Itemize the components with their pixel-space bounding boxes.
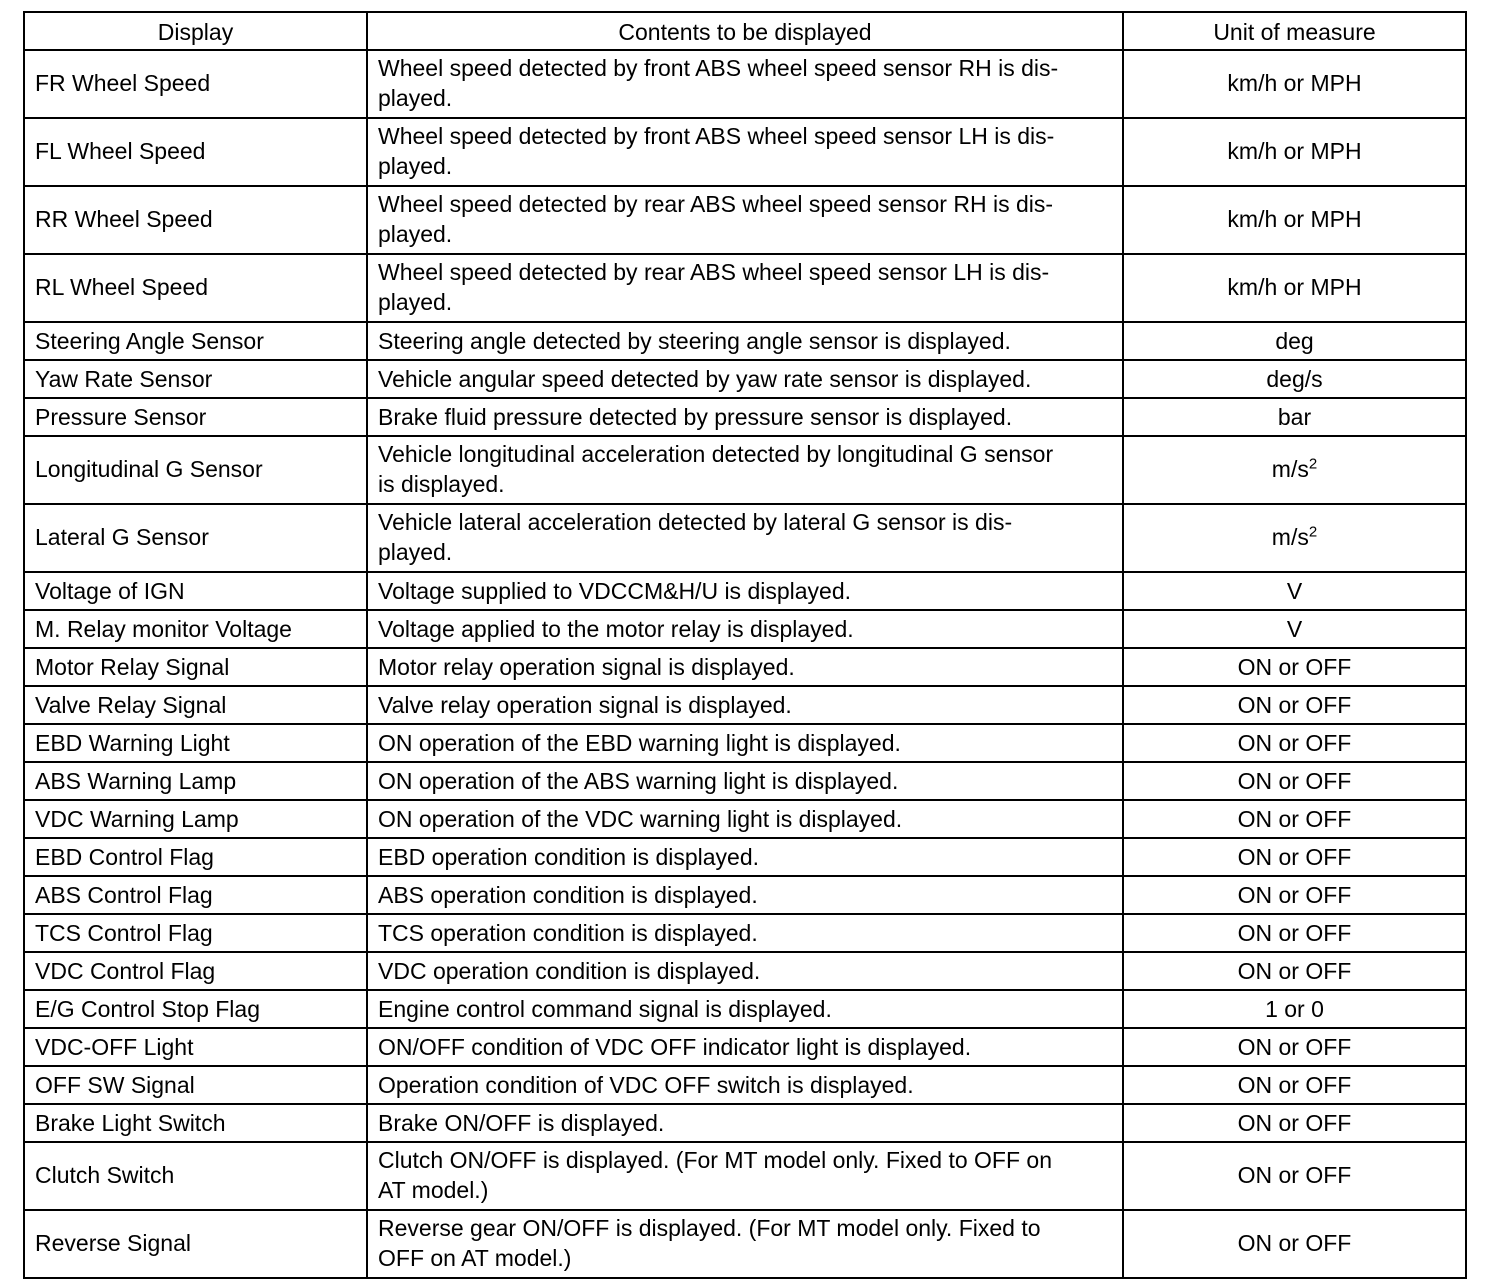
unit-base: m/s xyxy=(1271,456,1309,482)
contents-cell: ABS operation condition is displayed. xyxy=(367,876,1123,914)
display-cell: ABS Control Flag xyxy=(24,876,367,914)
unit-cell: ON or OFF xyxy=(1123,1066,1466,1104)
display-cell: Lateral G Sensor xyxy=(24,504,367,572)
table-row xyxy=(24,436,1466,504)
unit-cell: km/h or MPH xyxy=(1123,186,1466,254)
unit-cell: 1 or 0 xyxy=(1123,990,1466,1028)
unit-exponent: 2 xyxy=(1308,455,1318,473)
display-cell: TCS Control Flag xyxy=(24,914,367,952)
table-row xyxy=(24,762,1466,800)
display-cell: VDC-OFF Light xyxy=(24,1028,367,1066)
table-row xyxy=(24,398,1466,436)
contents-line-1: Wheel speed detected by front ABS wheel speed sensor RH is dis- xyxy=(378,55,1059,81)
table-row xyxy=(24,990,1466,1028)
unit-cell: ON or OFF xyxy=(1123,648,1466,686)
table-row xyxy=(24,876,1466,914)
table-row xyxy=(24,254,1466,322)
contents-line-2: is displayed. xyxy=(378,471,505,497)
table-row xyxy=(24,838,1466,876)
contents-cell: EBD operation condition is displayed. xyxy=(367,838,1123,876)
display-cell: FL Wheel Speed xyxy=(24,118,367,186)
data-monitor-table-container xyxy=(23,11,1465,1279)
contents-cell: Motor relay operation signal is displayed. xyxy=(367,648,1123,686)
unit-cell: V xyxy=(1123,572,1466,610)
table-row xyxy=(24,648,1466,686)
display-cell: EBD Control Flag xyxy=(24,838,367,876)
unit-base: m/s xyxy=(1271,524,1309,550)
table-row xyxy=(24,610,1466,648)
contents-line-1: Vehicle lateral acceleration detected by lateral G sensor is dis- xyxy=(378,509,1013,535)
unit-cell: km/h or MPH xyxy=(1123,50,1466,118)
unit-cell: ON or OFF xyxy=(1123,686,1466,724)
display-cell: Clutch Switch xyxy=(24,1142,367,1210)
contents-cell: ON/OFF condition of VDC OFF indicator light is displayed. xyxy=(367,1028,1123,1066)
display-cell: Valve Relay Signal xyxy=(24,686,367,724)
unit-cell: ON or OFF xyxy=(1123,762,1466,800)
unit-cell: ON or OFF xyxy=(1123,724,1466,762)
data-monitor-table xyxy=(23,11,1467,1279)
display-cell: VDC Warning Lamp xyxy=(24,800,367,838)
unit-cell: ON or OFF xyxy=(1123,1210,1466,1278)
contents-cell xyxy=(367,1210,1123,1278)
table-header-row xyxy=(24,12,1466,50)
table-row xyxy=(24,118,1466,186)
unit-cell: km/h or MPH xyxy=(1123,118,1466,186)
unit-cell: deg/s xyxy=(1123,360,1466,398)
unit-cell: bar xyxy=(1123,398,1466,436)
contents-cell: Steering angle detected by steering angle sensor is displayed. xyxy=(367,322,1123,360)
display-cell: ABS Warning Lamp xyxy=(24,762,367,800)
table-row xyxy=(24,952,1466,990)
display-cell: Brake Light Switch xyxy=(24,1104,367,1142)
display-cell: Pressure Sensor xyxy=(24,398,367,436)
table-row xyxy=(24,186,1466,254)
table-row xyxy=(24,1066,1466,1104)
display-cell: Longitudinal G Sensor xyxy=(24,436,367,504)
unit-cell: ON or OFF xyxy=(1123,800,1466,838)
contents-line-1: Clutch ON/OFF is displayed. (For MT model only. Fixed to OFF on xyxy=(378,1147,1053,1173)
header-unit: Unit of measure xyxy=(1123,12,1466,50)
table-row xyxy=(24,1104,1466,1142)
contents-cell: Brake fluid pressure detected by pressure sensor is displayed. xyxy=(367,398,1123,436)
display-cell: Reverse Signal xyxy=(24,1210,367,1278)
table-row xyxy=(24,1142,1466,1210)
contents-line-2: played. xyxy=(378,85,453,111)
table-row xyxy=(24,800,1466,838)
contents-cell xyxy=(367,436,1123,504)
table-row xyxy=(24,504,1466,572)
contents-line-2: AT model.) xyxy=(378,1177,489,1203)
contents-cell: TCS operation condition is displayed. xyxy=(367,914,1123,952)
table-row xyxy=(24,322,1466,360)
contents-cell xyxy=(367,186,1123,254)
unit-cell xyxy=(1123,436,1466,504)
contents-line-1: Vehicle longitudinal acceleration detected by longitudinal G sensor xyxy=(378,441,1054,467)
table-row xyxy=(24,1210,1466,1278)
display-cell: VDC Control Flag xyxy=(24,952,367,990)
contents-cell: Brake ON/OFF is displayed. xyxy=(367,1104,1123,1142)
contents-cell xyxy=(367,1142,1123,1210)
table-row xyxy=(24,360,1466,398)
contents-cell: VDC operation condition is displayed. xyxy=(367,952,1123,990)
table-row xyxy=(24,686,1466,724)
contents-cell xyxy=(367,504,1123,572)
unit-cell xyxy=(1123,504,1466,572)
display-cell: RL Wheel Speed xyxy=(24,254,367,322)
contents-cell: Vehicle angular speed detected by yaw rate sensor is displayed. xyxy=(367,360,1123,398)
unit-cell: ON or OFF xyxy=(1123,838,1466,876)
contents-line-2: played. xyxy=(378,289,453,315)
contents-cell xyxy=(367,50,1123,118)
contents-cell: Voltage applied to the motor relay is displayed. xyxy=(367,610,1123,648)
display-cell: OFF SW Signal xyxy=(24,1066,367,1104)
contents-cell xyxy=(367,254,1123,322)
contents-cell: ON operation of the VDC warning light is displayed. xyxy=(367,800,1123,838)
contents-line-2: played. xyxy=(378,153,453,179)
contents-cell: Voltage supplied to VDCCM&H/U is displayed. xyxy=(367,572,1123,610)
contents-cell: Valve relay operation signal is displayed. xyxy=(367,686,1123,724)
contents-line-2: OFF on AT model.) xyxy=(378,1245,572,1271)
display-cell: Voltage of IGN xyxy=(24,572,367,610)
table-row xyxy=(24,50,1466,118)
contents-line-1: Wheel speed detected by rear ABS wheel speed sensor LH is dis- xyxy=(378,259,1050,285)
contents-line-2: played. xyxy=(378,539,453,565)
table-row xyxy=(24,1028,1466,1066)
contents-cell: ON operation of the ABS warning light is displayed. xyxy=(367,762,1123,800)
contents-line-1: Reverse gear ON/OFF is displayed. (For MT model only. Fixed to xyxy=(378,1215,1041,1241)
display-cell: RR Wheel Speed xyxy=(24,186,367,254)
table-row xyxy=(24,724,1466,762)
contents-line-2: played. xyxy=(378,221,453,247)
display-cell: EBD Warning Light xyxy=(24,724,367,762)
table-row xyxy=(24,914,1466,952)
unit-cell: ON or OFF xyxy=(1123,1104,1466,1142)
display-cell: Motor Relay Signal xyxy=(24,648,367,686)
unit-cell: V xyxy=(1123,610,1466,648)
contents-cell: Engine control command signal is displayed. xyxy=(367,990,1123,1028)
unit-cell: ON or OFF xyxy=(1123,1028,1466,1066)
display-cell: Yaw Rate Sensor xyxy=(24,360,367,398)
unit-cell: ON or OFF xyxy=(1123,876,1466,914)
header-contents: Contents to be displayed xyxy=(367,12,1123,50)
display-cell: FR Wheel Speed xyxy=(24,50,367,118)
unit-cell: ON or OFF xyxy=(1123,952,1466,990)
unit-cell: km/h or MPH xyxy=(1123,254,1466,322)
display-cell: E/G Control Stop Flag xyxy=(24,990,367,1028)
display-cell: M. Relay monitor Voltage xyxy=(24,610,367,648)
contents-cell: Operation condition of VDC OFF switch is displayed. xyxy=(367,1066,1123,1104)
unit-cell: deg xyxy=(1123,322,1466,360)
header-display: Display xyxy=(24,12,367,50)
contents-cell: ON operation of the EBD warning light is displayed. xyxy=(367,724,1123,762)
unit-exponent: 2 xyxy=(1308,523,1318,541)
contents-line-1: Wheel speed detected by front ABS wheel speed sensor LH is dis- xyxy=(378,123,1055,149)
contents-line-1: Wheel speed detected by rear ABS wheel speed sensor RH is dis- xyxy=(378,191,1054,217)
unit-cell: ON or OFF xyxy=(1123,1142,1466,1210)
contents-cell xyxy=(367,118,1123,186)
display-cell: Steering Angle Sensor xyxy=(24,322,367,360)
unit-cell: ON or OFF xyxy=(1123,914,1466,952)
table-row xyxy=(24,572,1466,610)
